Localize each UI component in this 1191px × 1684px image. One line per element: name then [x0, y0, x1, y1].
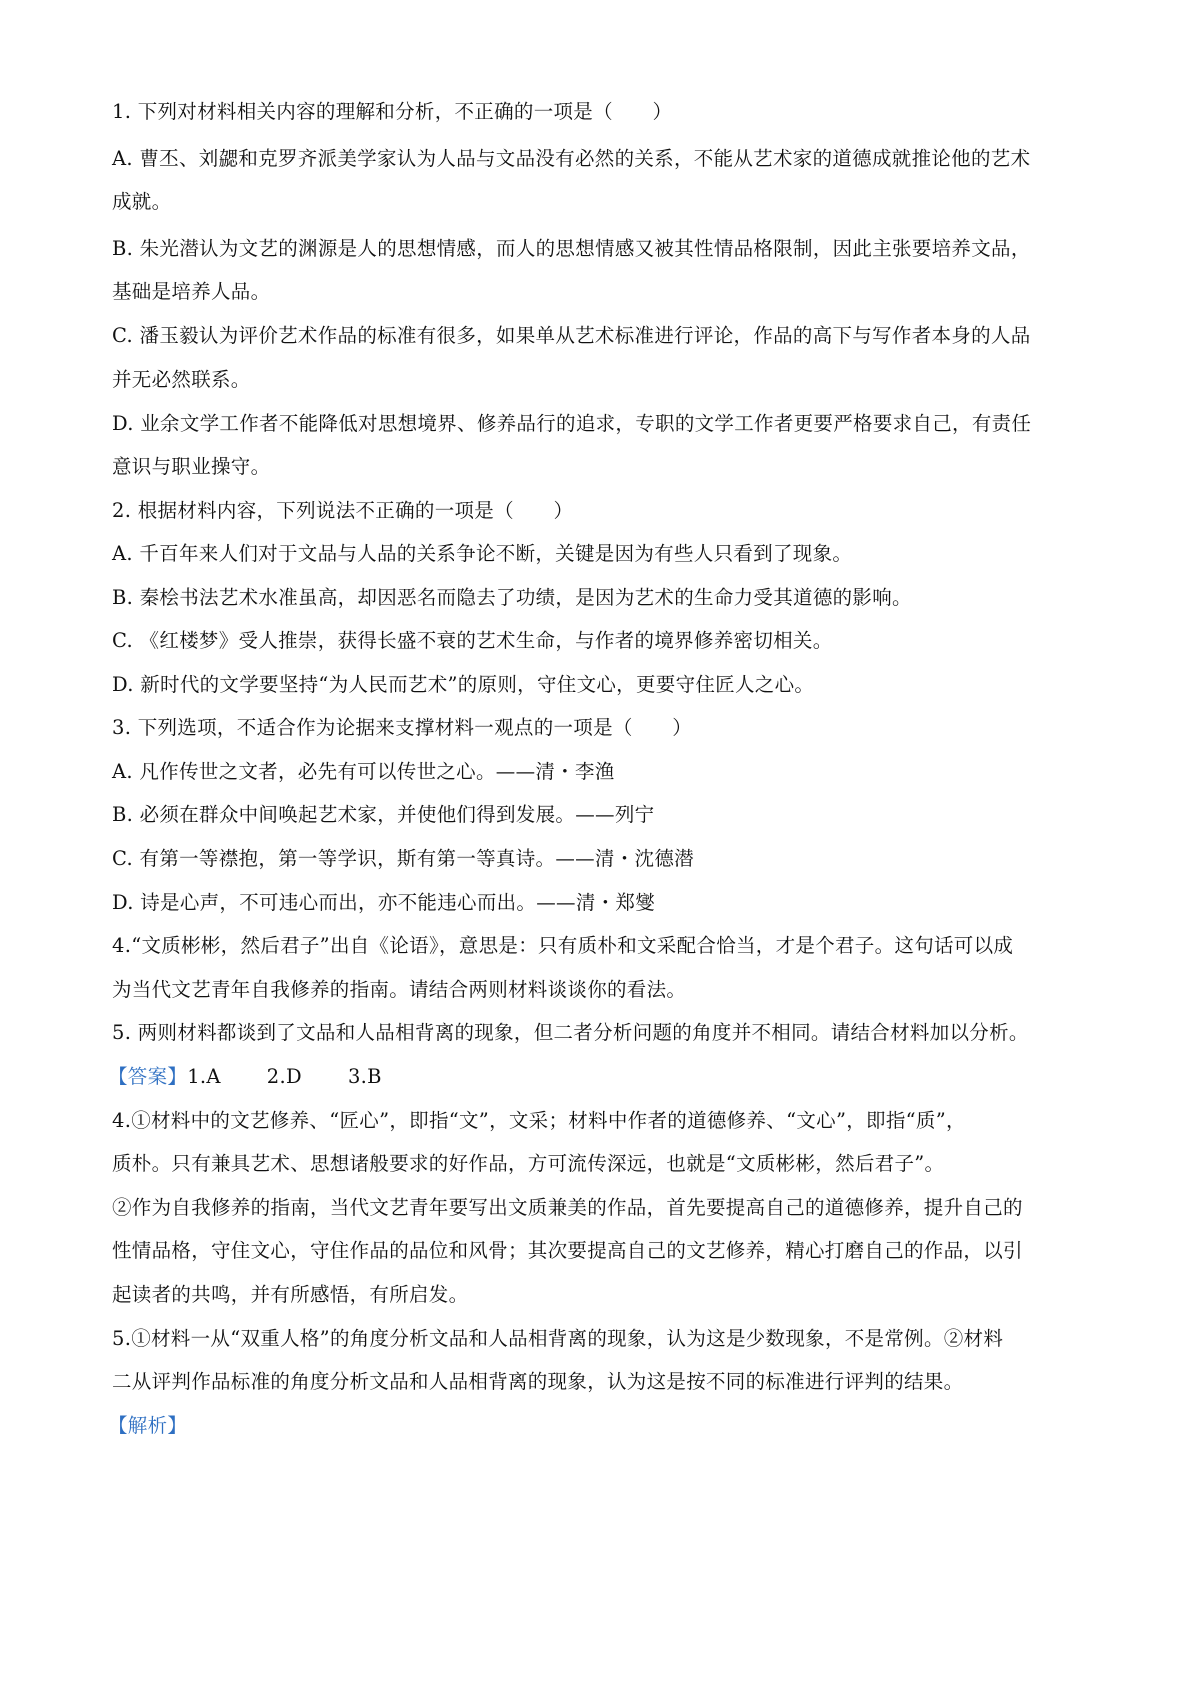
question-1-option-c-line-2: 并无必然联系。	[112, 368, 251, 391]
answer-4-para-2-line-1: ②作为自我修养的指南，当代文艺青年要写出文质兼美的作品，首先要提高自己的道德修养，提升自己的	[112, 1196, 1023, 1219]
question-2-option-d: D. 新时代的文学要坚持“为人民而艺术”的原则，守住文心，更要守住匠人之心。	[112, 673, 815, 696]
question-1-option-a-line-1: A. 曹丕、刘勰和克罗齐派美学家认为人品与文品没有必然的关系，不能从艺术家的道德成就推论他的艺术	[112, 147, 1031, 170]
question-2-option-a: A. 千百年来人们对于文品与人品的关系争论不断，关键是因为有些人只看到了现象。	[112, 542, 853, 565]
question-2-stem: 2. 根据材料内容，下列说法不正确的一项是（ ）	[112, 499, 574, 522]
question-1-option-d-line-1: D. 业余文学工作者不能降低对思想境界、修养品行的追求，专职的文学工作者更要严格要求自己，有责任	[112, 412, 1032, 435]
answer-2: 2.D	[266, 1065, 302, 1088]
question-3-option-c: C. 有第一等襟抱，第一等学识，斯有第一等真诗。——清・沈德潜	[112, 847, 694, 870]
question-2-option-c: C. 《红楼梦》受人推崇，获得长盛不衰的艺术生命，与作者的境界修养密切相关。	[112, 629, 833, 652]
answer-5-line-1: 5.①材料一从“双重人格”的角度分析文品和人品相背离的现象，认为这是少数现象，不是常例。②材料	[112, 1327, 1004, 1350]
answer-tag: 【答案】	[108, 1065, 188, 1088]
question-1-option-d-line-2: 意识与职业操守。	[112, 455, 271, 478]
answer-4-para-2-line-2: 性情品格，守住文心，守住作品的品位和风骨；其次要提高自己的文艺修养，精心打磨自己的作品，以引	[112, 1239, 1023, 1262]
question-5-line-1: 5. 两则材料都谈到了文品和人品相背离的现象，但二者分析问题的角度并不相同。请结合材料加以分析。	[112, 1021, 1029, 1044]
answer-3: 3.B	[347, 1065, 382, 1088]
question-2-option-b: B. 秦桧书法艺术水准虽高，却因恶名而隐去了功绩，是因为艺术的生命力受其道德的影响。	[112, 586, 912, 609]
answer-1: 1.A	[187, 1065, 221, 1088]
question-1-option-c-line-1: C. 潘玉毅认为评价艺术作品的标准有很多，如果单从艺术标准进行评论，作品的高下与写作者本身的人品	[112, 324, 1031, 347]
answer-4-para-1-line-2: 质朴。只有兼具艺术、思想诸般要求的好作品，方可流传深远，也就是“文质彬彬，然后君子”。	[112, 1152, 945, 1175]
answer-4-para-2-line-3: 起读者的共鸣，并有所感悟，有所启发。	[112, 1283, 469, 1306]
question-4-line-1: 4.“文质彬彬，然后君子”出自《论语》，意思是：只有质朴和文采配合恰当，才是个君子。这句话可以成	[112, 934, 1014, 957]
answer-4-para-1-line-1: 4.①材料中的文艺修养、“匠心”，即指“文”，文采；材料中作者的道德修养、“文心”，即指“质”，	[112, 1109, 966, 1132]
question-3-option-b: B. 必须在群众中间唤起艺术家，并使他们得到发展。——列宁	[112, 803, 655, 826]
analysis-tag: 【解析】	[108, 1414, 188, 1437]
question-1-option-a-line-2: 成就。	[112, 190, 172, 213]
question-1-option-b-line-1: B. 朱光潜认为文艺的渊源是人的思想情感，而人的思想情感又被其性情品格限制，因此主张要培养文品，	[112, 237, 1031, 260]
question-3-stem: 3. 下列选项，不适合作为论据来支撑材料一观点的一项是（ ）	[112, 716, 693, 739]
question-1-stem: 1. 下列对材料相关内容的理解和分析，不正确的一项是（ ）	[112, 100, 673, 123]
question-1-option-b-line-2: 基础是培养人品。	[112, 280, 271, 303]
question-3-option-a: A. 凡作传世之文者，必先有可以传世之心。——清・李渔	[112, 760, 615, 783]
answer-row	[108, 1065, 382, 1089]
question-4-line-2: 为当代文艺青年自我修养的指南。请结合两则材料谈谈你的看法。	[112, 978, 687, 1001]
question-3-option-d: D. 诗是心声，不可违心而出，亦不能违心而出。——清・郑燮	[112, 891, 656, 914]
answer-5-line-2: 二从评判作品标准的角度分析文品和人品相背离的现象，认为这是按不同的标准进行评判的结果。	[112, 1370, 964, 1393]
